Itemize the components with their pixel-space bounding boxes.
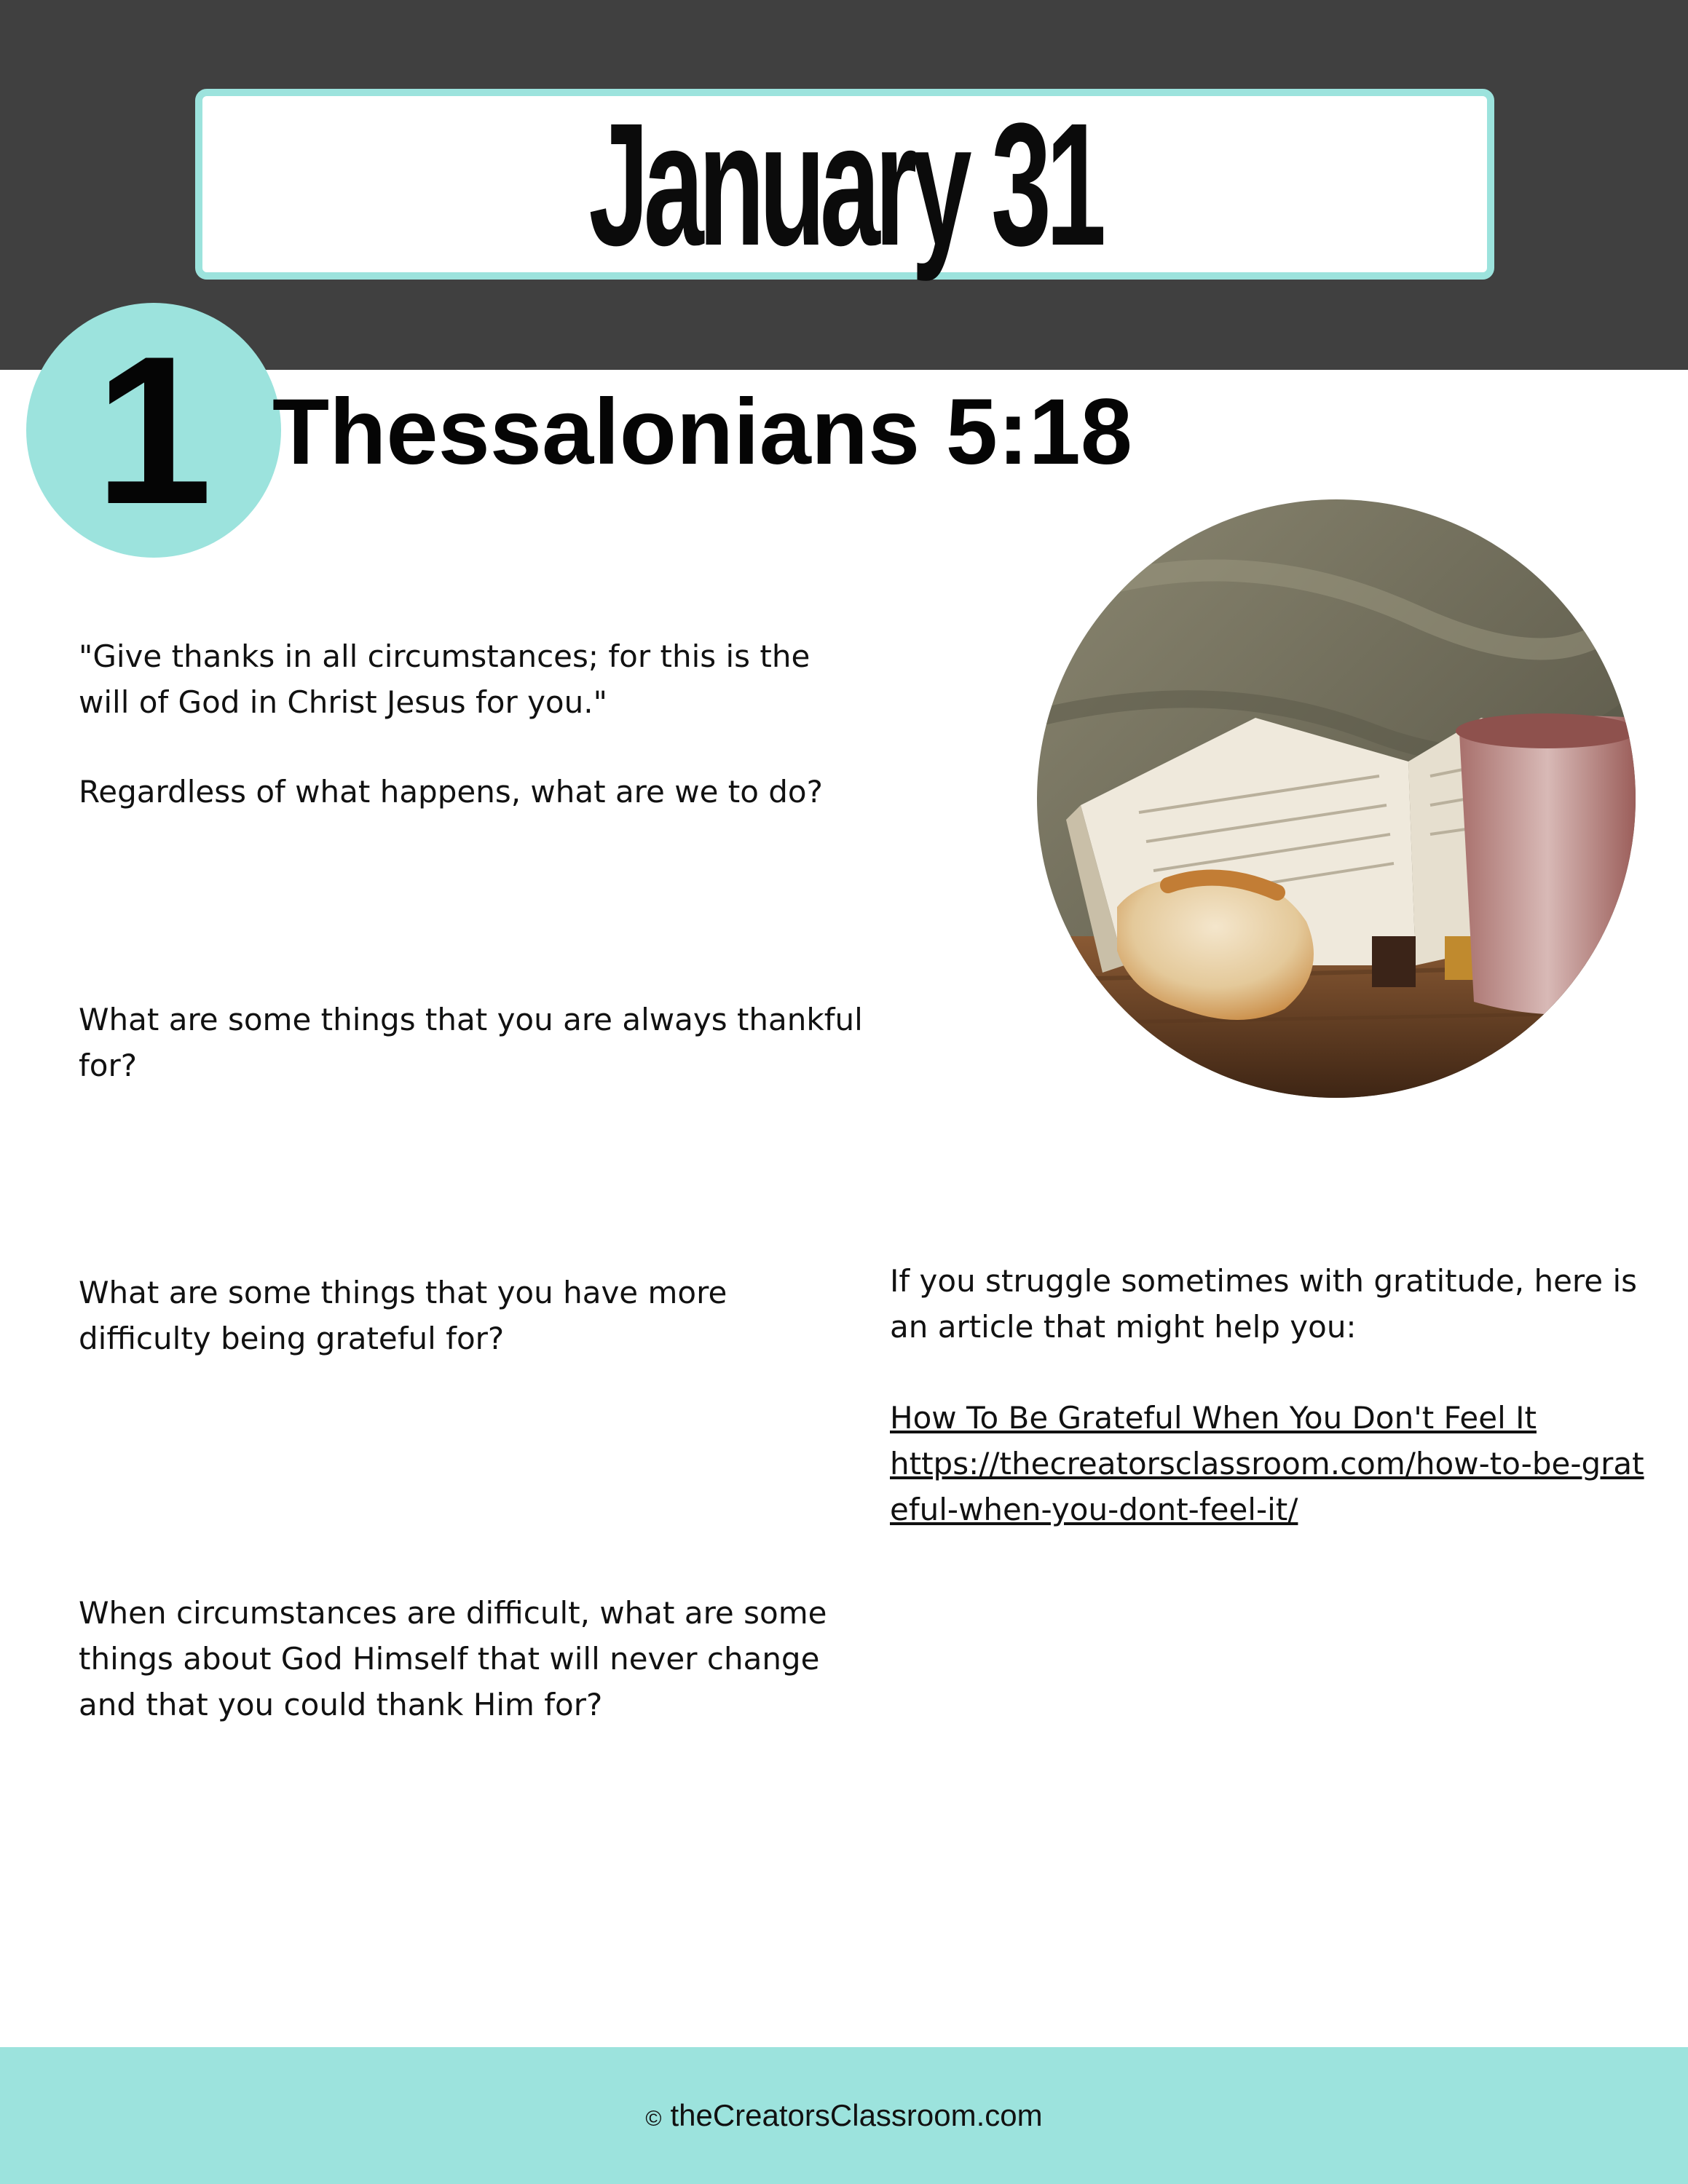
question-3: What are some things that you have more difficulty being grateful for? (79, 1275, 727, 1356)
verse-text: "Give thanks in all circumstances; for this is the will of God in Christ Jesus for you." (79, 638, 811, 720)
bible-bread-cup-photo (1037, 499, 1636, 1098)
article-url-link[interactable]: https://thecreatorsclassroom.com/how-to-be-grateful-when-you-dont-feel-it/ (890, 1446, 1644, 1527)
scripture-reference: Thessalonians 5:18 (272, 380, 1132, 484)
footer-credit (645, 2098, 1042, 2133)
article-intro: If you struggle sometimes with gratitude, here is an article that might help you: (890, 1263, 1638, 1345)
question-2: What are some things that you are always thankful for? (79, 1002, 863, 1083)
article-title-link[interactable]: How To Be Grateful When You Don't Feel It (890, 1400, 1537, 1436)
copyright-symbol: © (645, 2107, 662, 2131)
page-title: January 31 (588, 87, 1101, 282)
question-4: When circumstances are difficult, what are some things about God Himself that will never change and that you could thank Him for? (79, 1595, 827, 1722)
question-1: Regardless of what happens, what are we to do? (79, 774, 823, 810)
date-title-box (195, 89, 1494, 280)
book-number: 1 (95, 312, 213, 548)
article-links (890, 1395, 1662, 1532)
footer-site: theCreatorsClassroom.com (670, 2098, 1043, 2132)
footer-band (0, 2047, 1688, 2184)
